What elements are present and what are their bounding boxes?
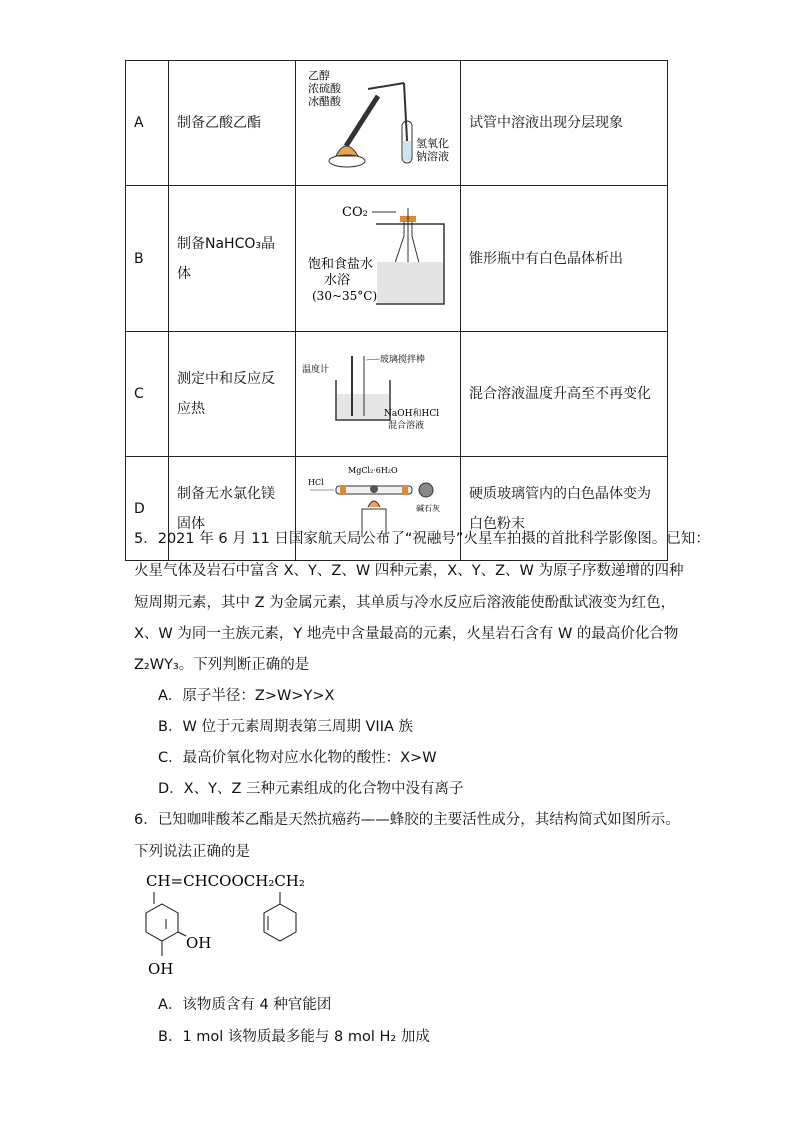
q5-option: C．最高价氧化物对应水化物的酸性：X>W (158, 750, 437, 766)
formula-oh: OH (186, 934, 212, 952)
row-letter: B (126, 186, 169, 332)
q5-line: X、W 为同一主族元素，Y 地壳中含量最高的元素，火星岩石含有 W 的最高价化合物 (134, 626, 679, 642)
q6-option: A．该物质含有 4 种官能团 (158, 997, 332, 1013)
fig-label: 钠溶液 (416, 150, 449, 163)
apparatus-b-figure (296, 186, 461, 332)
row-phenomenon: 锥形瓶中有白色晶体析出 (461, 186, 668, 332)
formula-chain: CH=CHCOOCH₂CH₂ (146, 872, 305, 890)
q5-line: 火星气体及岩石中富含 X、Y、Z、W 四种元素，X、Y、Z、W 为原子序数递增的四种 (134, 563, 684, 579)
row-phenomenon: 试管中溶液出现分层现象 (461, 61, 668, 186)
q5-line: 短周期元素，其中 Z 为金属元素，其单质与冷水反应后溶液能使酚酞试液变为红色， (134, 595, 676, 611)
phenomenon-line: 白色粉末 (469, 515, 525, 532)
fig-label: 水浴 (324, 273, 351, 288)
q5-line: 5．2021 年 6 月 11 日国家航天局公布了“祝融号”火星车拍摄的首批科学影像图。已知： (134, 531, 710, 547)
fig-label: (30~35°C) (312, 289, 378, 303)
experiment-line: 制备无水氯化镁 (177, 485, 275, 502)
row-experiment (169, 332, 296, 457)
fig-label: 冰醋酸 (308, 95, 341, 108)
q6-option: B．1 mol 该物质最多能与 8 mol H₂ 加成 (158, 1029, 430, 1045)
table-row (126, 186, 668, 332)
table-row (126, 61, 668, 186)
fig-label: 氢氧化 (416, 137, 449, 150)
row-experiment: 制备乙酸乙酯 (169, 61, 296, 186)
fig-label: 浓硫酸 (308, 82, 341, 95)
row-letter: A (126, 61, 169, 186)
apparatus-c-figure (296, 332, 461, 457)
fig-label: 乙醇 (308, 69, 330, 82)
row-phenomenon: 混合溶液温度升高至不再变化 (461, 332, 668, 457)
experiment-line: 测定中和反应反 (177, 371, 275, 387)
fig-label: CO₂ (342, 205, 368, 220)
q5-option: B．W 位于元素周期表第三周期 VIIA 族 (158, 719, 414, 735)
fig-label: 饱和食盐水 (308, 257, 374, 272)
row-experiment: 制备NaHCO₃晶体 (169, 186, 296, 332)
experiment-line: 固体 (177, 515, 205, 532)
q6-line: 6．已知咖啡酸苯乙酯是天然抗癌药——蜂胶的主要活性成分，其结构简式如图所示。 (134, 812, 680, 828)
formula-oh: OH (148, 960, 174, 978)
q6-line: 下列说法正确的是 (134, 844, 250, 860)
fig-label: 温度计 (302, 365, 330, 375)
row-letter: D (126, 457, 169, 561)
fig-label: 混合溶液 (388, 421, 425, 431)
fig-label: NaOH和HCl (384, 409, 440, 419)
row-letter: C (126, 332, 169, 457)
phenomenon-line: 硬质玻璃管内的白色晶体变为 (469, 485, 651, 502)
fig-label: MgCl₂·6H₂O (348, 466, 398, 475)
apparatus-a-figure (296, 61, 461, 186)
experiment-line: 应热 (177, 401, 205, 417)
q5-option: A．原子半径：Z>W>Y>X (158, 688, 335, 704)
fig-label: 玻璃搅拌棒 (380, 355, 426, 365)
experiment-table (125, 60, 668, 561)
fig-label: 碱石灰 (416, 504, 440, 513)
q5-option: D．X、Y、Z 三种元素组成的化合物中没有离子 (158, 781, 464, 797)
table-row (126, 332, 668, 457)
fig-label: HCl (308, 478, 324, 487)
structural-formula (140, 870, 340, 982)
q5-line: Z₂WY₃。下列判断正确的是 (134, 657, 310, 673)
